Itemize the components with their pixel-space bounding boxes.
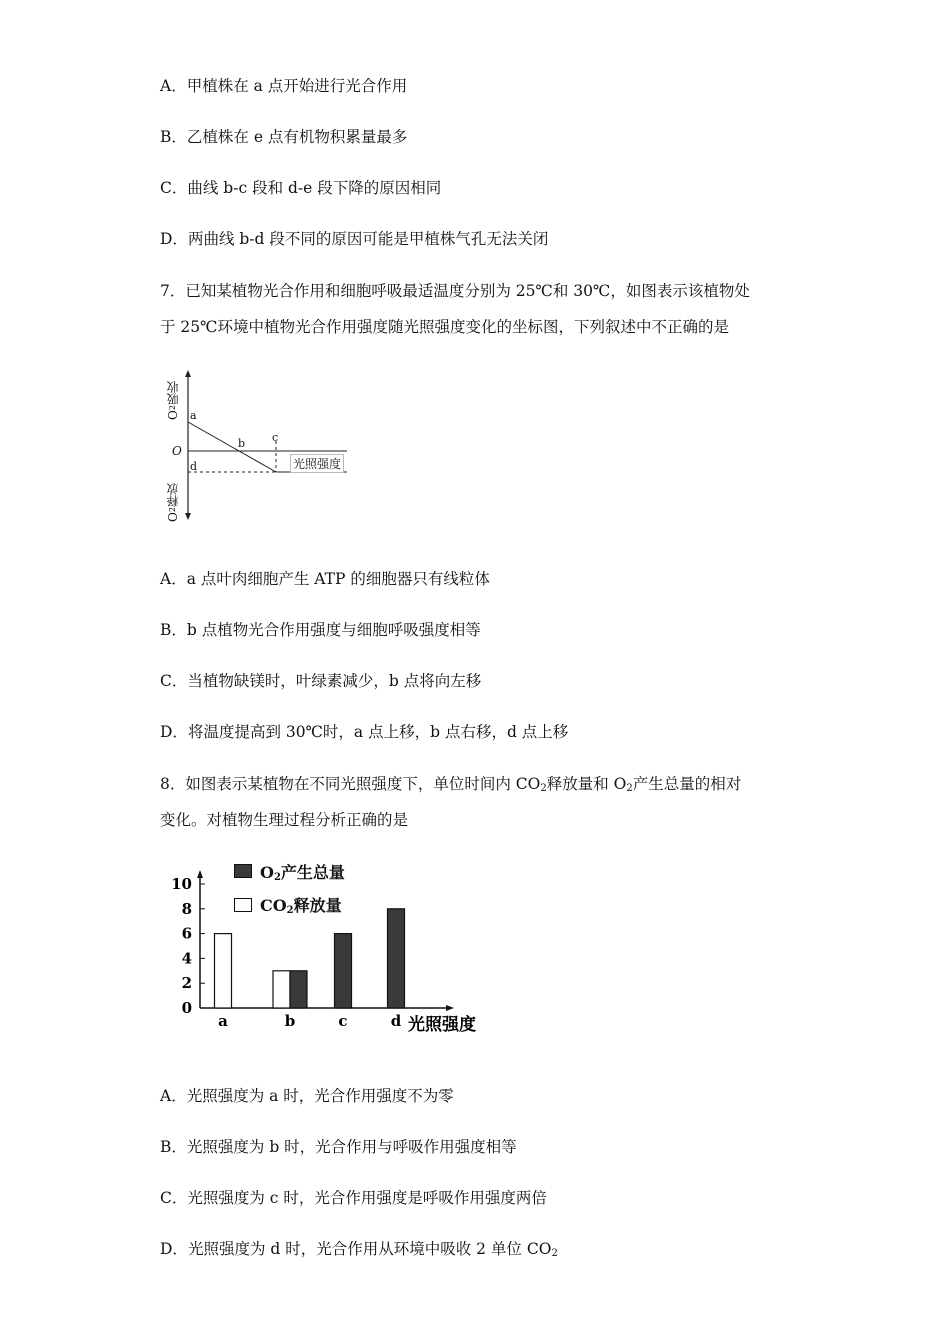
q7-y-bottom-label: O2释放 bbox=[166, 483, 180, 522]
legend-label-co2: $CO_2$释放量 bbox=[260, 896, 342, 916]
q8-option-b: B．光照强度为 b 时，光合作用与呼吸作用强度相等 bbox=[160, 1138, 517, 1156]
legend-swatch-co2 bbox=[234, 898, 252, 912]
q7-option-c: C．当植物缺镁时，叶绿素减少，b 点将向左移 bbox=[160, 672, 482, 690]
q7-point-b: b bbox=[238, 437, 246, 450]
bar bbox=[273, 971, 290, 1008]
q7-stem-line-1: 7．已知某植物光合作用和细胞呼吸最适温度分别为 25℃和 30℃，如图表示该植物处 bbox=[160, 282, 750, 300]
x-category-label: c bbox=[338, 1012, 348, 1030]
y-tick-label: 10 bbox=[171, 875, 192, 893]
y-tick-label: 0 bbox=[181, 999, 192, 1017]
q7-point-a: a bbox=[190, 409, 197, 422]
q6-option-b: B．乙植株在 e 点有机物积累量最多 bbox=[160, 128, 408, 146]
x-axis-arrow bbox=[446, 1005, 454, 1011]
q8-option-d: D．光照强度为 d 时，光合作用从环境中吸收 2 单位 $CO_2$ bbox=[160, 1240, 558, 1259]
x-category-label: b bbox=[284, 1012, 296, 1030]
q8-option-c: C．光照强度为 c 时，光合作用强度是呼吸作用强度两倍 bbox=[160, 1189, 547, 1207]
q7-option-a: A．a 点叶肉细胞产生 ATP 的细胞器只有线粒体 bbox=[160, 570, 490, 588]
y-tick-label: 2 bbox=[181, 974, 192, 993]
q7-graph bbox=[160, 368, 360, 528]
q7-y-top-label: O2吸收 bbox=[166, 381, 180, 420]
y-tick-label: 6 bbox=[181, 924, 192, 943]
y-tick-label: 8 bbox=[181, 899, 192, 918]
q8-option-a: A．光照强度为 a 时，光合作用强度不为零 bbox=[160, 1087, 454, 1105]
q7-option-b: B．b 点植物光合作用强度与细胞呼吸强度相等 bbox=[160, 621, 481, 639]
q8-bar-chart-svg bbox=[160, 858, 500, 1038]
bar bbox=[215, 934, 232, 1008]
q6-option-d: D．两曲线 b-d 段不同的原因可能是甲植株气孔无法关闭 bbox=[160, 230, 549, 248]
legend-swatch-o2 bbox=[234, 864, 252, 878]
y-tick-label: 4 bbox=[181, 949, 192, 968]
x-category-label: a bbox=[218, 1012, 228, 1030]
x-axis-label: 光照强度 bbox=[408, 1015, 476, 1035]
q7-point-d: d bbox=[190, 460, 198, 473]
x-category-label: d bbox=[390, 1012, 402, 1030]
y-axis-arrow bbox=[197, 870, 203, 878]
q7-stem-line-2: 于 25℃环境中植物光合作用强度随光照强度变化的坐标图，下列叙述中不正确的是 bbox=[160, 318, 729, 336]
q7-option-d: D．将温度提高到 30℃时，a 点上移，b 点右移，d 点上移 bbox=[160, 723, 569, 741]
bar bbox=[388, 909, 405, 1008]
q6-option-a: A．甲植株在 a 点开始进行光合作用 bbox=[160, 77, 408, 95]
q7-origin-label: O bbox=[172, 444, 182, 458]
q8-bar-chart bbox=[160, 858, 500, 1038]
bar bbox=[335, 934, 352, 1008]
q7-x-axis-label: 光照强度 bbox=[290, 454, 344, 473]
q8-stem-line-2: 变化。对植物生理过程分析正确的是 bbox=[160, 811, 409, 829]
legend-label-o2: $O_2$产生总量 bbox=[260, 863, 345, 883]
q8-stem-line-1: 8．如图表示某植物在不同光照强度下，单位时间内 $CO_2$释放量和 $O_2$产生总量的相对 bbox=[160, 775, 742, 794]
q6-option-c: C．曲线 b-c 段和 d-e 段下降的原因相同 bbox=[160, 179, 442, 197]
q7-point-c: c bbox=[272, 431, 279, 444]
bar bbox=[290, 971, 307, 1008]
